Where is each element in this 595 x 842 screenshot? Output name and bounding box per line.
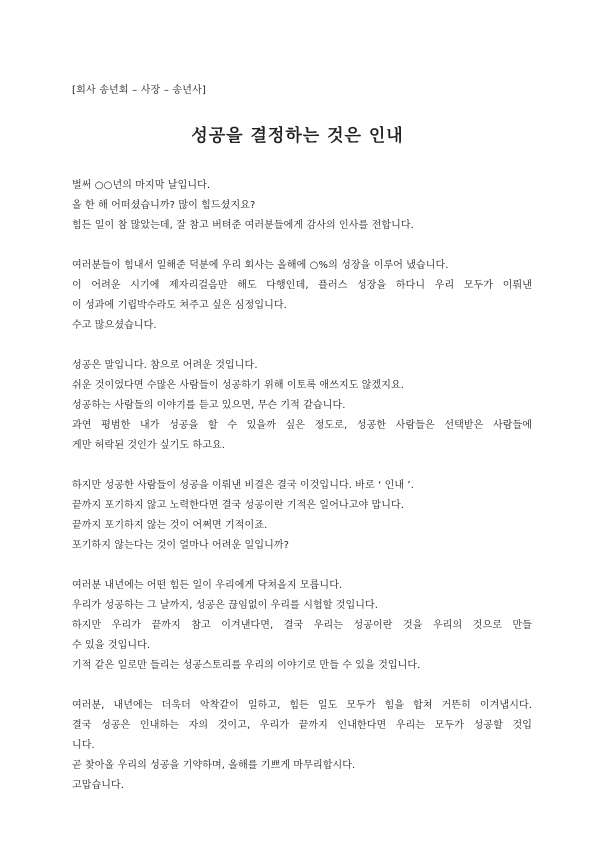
text-line: 고맙습니다. <box>72 780 125 791</box>
text-line: 끝까지 포기하지 않고 노력한다면 결국 성공이란 기적은 일어나고야 맙니다. <box>72 500 405 511</box>
text-line: 게만 허락된 것인가 싶기도 하고요. <box>72 440 226 451</box>
text-line: 과연 평범한 내가 성공을 할 수 있을까 싶은 정도로, 성공한 사람들은 선택받은 사람들에 <box>72 420 532 431</box>
paragraph-3 <box>72 356 532 456</box>
text-line: 곧 찾아올 우리의 성공을 기약하며, 올해를 기쁘게 마무리합시다. <box>72 760 356 771</box>
text-line: 여러분 내년에는 어떤 힘든 일이 우리에게 닥쳐올지 모릅니다. <box>72 580 343 591</box>
paragraph-5 <box>72 576 532 676</box>
text-line: 결국 성공은 인내하는 자의 것이고, 우리가 끝까지 인내한다면 우리는 모두가 성공할 것입 <box>72 720 532 731</box>
paragraph-1 <box>72 176 532 236</box>
document-category: [회사 송년회 – 사장 – 송년사] <box>72 85 207 96</box>
text-line: 기적 같은 일로만 들리는 성공스토리를 우리의 이야기로 만들 수 있을 것입니다. <box>72 660 421 671</box>
text-line: 하지만 우리가 끝까지 참고 이겨낸다면, 결국 우리는 성공이란 것을 우리의 것으로 만들 <box>72 620 532 631</box>
text-line: 니다. <box>72 740 95 751</box>
paragraph-4 <box>72 476 532 556</box>
text-line: 벌써 ○○년의 마지막 날입니다. <box>72 180 211 191</box>
text-line: 포기하지 않는다는 것이 얼마나 어려운 일입니까? <box>72 540 290 551</box>
text-line: 이 어려운 시기에 제자리걸음만 해도 다행인데, 플러스 성장을 하다니 우리 모두가 이뤄낸 <box>72 280 532 291</box>
text-line: 수 있을 것입니다. <box>72 640 151 651</box>
text-line: 힘든 일이 참 많았는데, 잘 참고 버텨준 여러분들에게 감사의 인사를 전합니다. <box>72 220 414 231</box>
paragraph-2 <box>72 256 532 336</box>
text-line: 성공하는 사람들의 이야기를 듣고 있으면, 무슨 기적 같습니다. <box>72 400 346 411</box>
text-line: 여러분, 내년에는 더욱더 악착같이 일하고, 힘든 일도 모두가 힘을 합쳐 거뜬히 이겨냅시다. <box>72 700 532 711</box>
document-body <box>72 176 532 796</box>
text-line: 하지만 성공한 사람들이 성공을 이뤄낸 비결은 결국 이것입니다. 바로 ‘ 인내 ’. <box>72 480 414 491</box>
text-line: 수고 많으셨습니다. <box>72 320 157 331</box>
text-line: 쉬운 것이었다면 수많은 사람들이 성공하기 위해 이토록 애쓰지도 않겠지요. <box>72 380 405 391</box>
text-line: 이 성과에 기립박수라도 쳐주고 싶은 심정입니다. <box>72 300 287 311</box>
paragraph-6 <box>72 696 532 796</box>
text-line: 끝까지 포기하지 않는 것이 어쩌면 기적이죠. <box>72 520 268 531</box>
text-line: 우리가 성공하는 그 날까지, 성공은 끊임없이 우리를 시험할 것입니다. <box>72 600 379 611</box>
document-title: 성공을 결정하는 것은 인내 <box>191 126 404 146</box>
text-line: 올 한 해 어떠셨습니까? 많이 힘드셨지요? <box>72 200 256 211</box>
text-line: 성공은 말입니다. 참으로 어려운 것입니다. <box>72 360 258 371</box>
text-line: 여러분들이 힘내서 일해준 덕분에 우리 회사는 올해에 ○%의 성장을 이루어 냈습니다. <box>72 260 449 271</box>
